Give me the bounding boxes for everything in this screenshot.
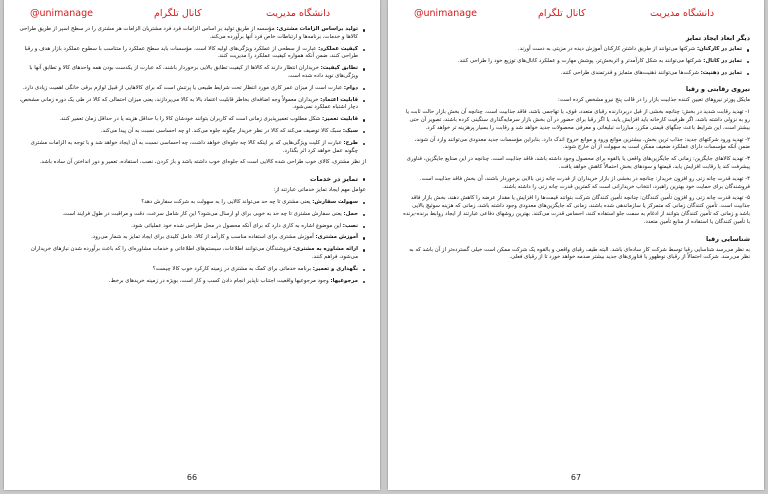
paragraph-term: قابلیت تعمیر: [322,116,358,123]
bullet-paragraph [18,278,366,286]
paragraph-text: یعنی مشتری تا چه حد می‌تواند کالایی را به سهولت به شرکت سفارش دهد؟ [141,198,311,205]
paragraph-term: تمایز در کارکنان: [696,46,742,52]
paragraph-term: تطابق کیفیت: [320,65,358,72]
paragraph-text: خریداران معمولاً وجه اضافه‌ای بخاطر قابلیت اعتماد بالا به کالا می‌پردازند، یعنی میزان احتمالی که کالا در طی یک دوره زمانی مشخص، دچار اشتباه عملکرد نمی‌شود. [19,96,358,111]
force-paragraph: ۱- تهدید رقابت شدید در بخش: چنانچه بخشی از قبل دربردارنده رقبای متعدد، قوی، یا تهاجمی باشد، فاقد جذابیت است. چنانچه آن بخش بازار حالت ثابت یا رو به نزولی داشته باشد، اگر ظرفیت کارخانه باید افزایش یابد، یا اگر رقبا برای حضور در آن بخش بازار سرمایه‌گذاری سنگینی کرده باشند، تصویر آن حتی بیشتر است. این شرایط باعث جنگهای قیمتی مکرر، مبارزات تبلیغاتی و معرفی محصولات جدید خواهد شد و رقابت را بسیار پرهزینه تر خواهد کرد. [405,109,750,131]
paragraph-text: عبارت است از میزان عمر کاری مورد انتظار تحت شرایط طبیعی یا پرتنش است که برای کالاهایی از قبیل لوازم برقی خانگی اهمیت زیادی دارد. [22,84,343,91]
paragraph-term: آموزش مشتری: [315,234,358,241]
paragraph-text: شرکتها می‌توانند به شکل کارآمدتر و اثربخش‌تر، پوشش مهارت و عملکرد کانال‌های توزیع خود را طراحی کنند. [457,57,702,64]
bullet-paragraph [402,70,750,78]
bullet-paragraph [18,97,366,113]
paragraph-term: تمایز در ذهنیت: [700,69,742,76]
force-paragraph: ۲- تهدید ورود شرکتهای جدید: جذاب ترین بخش، بیشترین موانع ورود و موانع خروج اندک دارد. بنابراین مؤسسات جدید معدودی می‌توانند وارد آن شوند، ضمن آنکه مؤسسات دارای عملکرد ضعیف ممکن است به سهولت از آن خارج شوند. [414,136,750,151]
page-number: 67 [570,473,582,482]
page-body [402,26,750,266]
force-paragraph: ۳- تهدید کالاهای جایگزین: زمانی که جایگزین‌های واقعی یا بالقوه برای محصول وجود داشته باشد، فاقد جذابیت است. چنانچه در این صنایع جایگزین، فناوری پیشرفت کند یا رقابت افزایش یابد، قیمتها و سودهای بخش احتمالاً کاهش خواهد یافت. [406,156,750,170]
page-67 [388,0,764,490]
paragraph-text: خریداران انتظار دارند که کالاها از کیفیت تطابق بالایی برخوردار باشند، که عبارت از یکدست بودن همه واحدهای کالا و تطابق آنها با ویژگی‌های نوید داده شده است. [29,65,358,79]
paragraph-text: شکل مطلوب تعمیرپذیری زمانی است که کاربران بتوانند خودشان کالا را با حداقل هزینه یا در حداقل زمان تعمیر کنند. [59,116,321,123]
paragraph-text: این موضوع اشاره به کاری دارد که برای آنکه محصول در محل طراحی شده خود عملیاتی شود. [131,222,342,229]
telegram-handle: @unimanage [414,8,477,19]
page-header [4,8,380,22]
paragraph-text: شرکتها می‌توانند از طریق داشتن کارکنان آموزش دیده در مزیتی به دست آورند. [517,46,696,52]
paragraph-term: دوام: [343,84,358,91]
paragraph-text: برنامه خدماتی برای کمک به مشتری در زمینه کارکرد خوب کالا چیست؟ [152,265,312,272]
section-intro: مایکل پورتر نیروهای تعیین کننده جذابیت بازار را در قالب پنج نیرو مشخص کرده است: [558,97,750,104]
paragraph-term: تولید براساس الزامات مشتری: [276,26,358,32]
telegram-channel-label: کانال تلگرام [538,8,586,19]
paragraph-term: نصب: [342,222,358,229]
paragraph-term: مرجوعیها: [330,277,358,284]
paragraph-text: آموزش مشتری برای استفاده مناسب و کارآمد از کالا، عامل کلیدی برای ایجاد تمایز به شمار می‌رود. [91,234,314,241]
paragraph-term: کیفیت عملکرد: [318,45,358,52]
bullet-paragraph [18,116,366,124]
paragraph-text: شرکت‌ها می‌توانند ذهنیت‌های متمایز و قدرتمندی طراحی کنند. [560,69,699,76]
bullet-paragraph [18,246,366,262]
paragraph-text: فروشندگان می‌توانند اطلاعات، سیستم‌های اطلاعاتی و خدمات مشاوره‌ای را که باعث برآورده شدن نیازهای خریداران می‌شود، فراهم کنند. [30,246,358,260]
paragraph-term: سبک: [342,127,358,134]
paragraph-text: سبک کالا توصیف می‌کند که کالا در نظر خریدار چگونه جلوه می‌کند. او چه احساسی نسبت به آن پیدا می‌کند. [100,127,342,134]
paragraph-text: از نظر مشتری، کالای خوب طراحی شده کالایی است که جلوه‌ای خوب داشته باشد و باز کردن، نصب، استفاده، تعمیر و دور انداختن آن ساده باشد. [39,159,366,166]
paragraph-text: یعنی سفارش مشتری تا چه حد به خوبی برای او ارسال می‌شود؟ این کار شامل سرعت، دقت و مراقبت در طول فرایند است. [62,210,342,217]
page-header [388,8,764,22]
paragraph-term: ارائه مشاوره به مشتری: [293,246,358,253]
bullet-paragraph [18,234,366,242]
bullet-paragraph [18,211,366,219]
section-title: تمایز در خدمات [18,175,366,183]
force-paragraph: ۴- تهدید قدرت چانه زنی رو افزون خریدار: چنانچه در بخشی از بازار خریداران از قدرت چانه زنی بالایی برخوردار باشند، آن بخش فاقد جذابیت است. فروشندگان برای حمایت خود بهترین راهبرد، انتخاب خریدارانی است که کمترین قدرت چانه زنی را داشته باشند. [419,175,750,190]
paragraph: به نظر می‌رسد شناسایی رقبا توسط شرکت کار ساده‌ای باشد. البته طیف رقبای واقعی و بالقوه یک شرکت ممکن است خیلی گسترده‌تر از آن باشد که به نظر می‌رسد. شرکت احتمالاً از رقبای نوظهور یا فناوری‌های جدید بیشتر صدمه خواهد خورد تا از رقبای فعلی. [409,246,750,261]
paragraph-term: تمایز در کانال: [703,57,742,64]
paragraph-text: وجود مرجوعیها واقعیت اجتناب ناپذیر انجام دادن کسب و کار است، بویژه در زمینه خریدهای برخط. [108,277,329,284]
section-title: دیگر ابعاد ایجاد تمایز [685,34,750,42]
paragraph-term: نگهداری و تعمیر: [312,265,358,272]
bullet-paragraph [18,266,366,274]
bullet-paragraph [18,199,366,207]
telegram-channel-label: کانال تلگرام [154,8,202,19]
bullet-paragraph [18,223,366,231]
force-paragraph: ۵- تهدید قدرت چانه زنی رو افزون تأمین کنندگان: چنانچه تأمین کنندگان شرکت بتوانند قیمت‌ها را افزایش یا مقدار عرضه را کاهش دهند، بخش بازار فاقد جذابیت است. تأمین کنندگان زمانی که متمرکز یا سازماندهی شده باشند، زمانی که جایگزین‌های معدودی وجود داشته باشد، زمانی که هزینه سوئیچ بالایی باشد و زمانی که تأمین کنندگان بتوانند از ادغام به سمت جلو استفاده کنند، احساس قدرت می‌کنند. بهترین روشهای دفاعی عبارتند از ایجاد روابط برنده-برنده با تأمین کنندگان یا استفاده از منابع تأمین متعدد. [403,195,750,225]
paragraph-term: حمل: [343,210,358,217]
paragraph-term: سهولت سفارش: [312,198,358,205]
bullet-paragraph [18,85,366,93]
page-body [18,26,366,289]
bullet-paragraph [18,128,366,136]
bullet-paragraph [18,140,366,156]
paragraph [18,159,366,167]
section-title: نیروی رقابتی و رقبا [685,85,750,94]
bullet-paragraph [18,46,366,62]
bullet-paragraph [18,65,366,81]
paragraph-term: قابلیت اعتماد: [320,96,358,103]
page-number: 66 [186,473,198,482]
bullet-paragraph [402,58,750,66]
paragraph-text: عبارت از سطحی از عملکرد ویژگی‌های اولیه کالا است. مؤسسات باید سطح عملکرد را متناسب با سطوح عملکرد بازار هدف و رقبا طراحی کنند، ضمن آنکه همواره کیفیت عملکرد را مدیریت کنند. [24,45,358,60]
paragraph-text: مؤسسه از طریق تولید بر اساس الزامات فرد فرد مشتریان الزامات هر مشتری را در سطح اسپر از طریق طراحی کالاها و خدمات، برنامه‌ها و ارتباطات خاص فرد آنها برآورده می‌کند. [19,26,358,40]
section-intro: عوامل مهم ایجاد تمایز خدماتی عبارتند از: [273,187,366,194]
university-label: دانشگاه مدیریت [266,8,331,19]
university-label: دانشگاه مدیریت [650,8,715,19]
paragraph-text: عبارت از کلیت ویژگی‌هایی که بر اینکه کالا چه جلوه‌ای خواهد داشت، چه احساسی نسبت به آن ایجاد خواهد شد و با توجه به الزامات مشتری چگونه عمل خواهد کرد اثر بگذارد. [30,139,358,154]
telegram-handle: @unimanage [30,8,93,19]
bullet-paragraph [18,26,366,42]
bullet-paragraph [402,46,750,54]
section-title: شناسایی رقبا [706,234,750,243]
paragraph-term: طرح: [343,139,358,146]
page-66 [4,0,380,490]
